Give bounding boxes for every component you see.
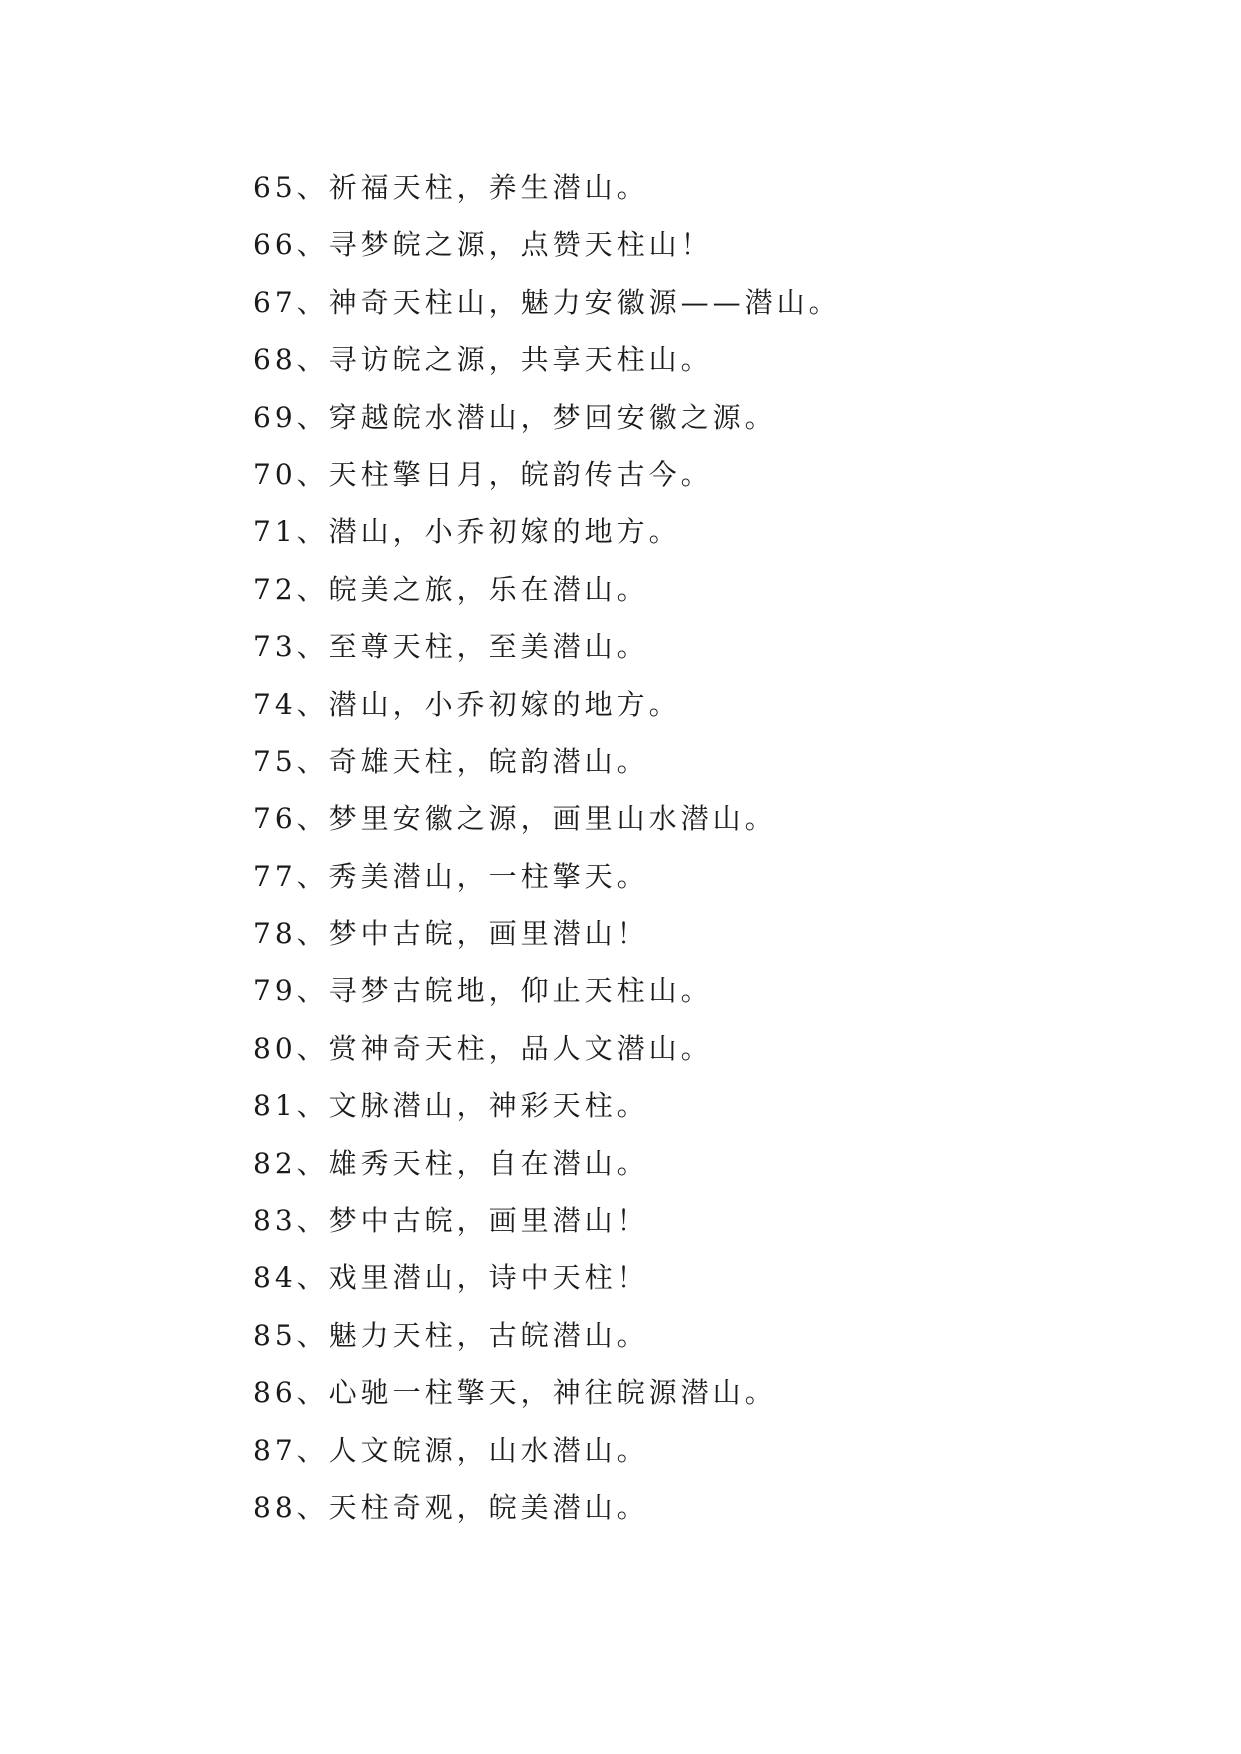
list-item: 79、寻梦古皖地，仰止天柱山。 bbox=[253, 974, 713, 1008]
list-item: 84、戏里潜山，诗中天柱！ bbox=[253, 1261, 649, 1295]
list-item: 76、梦里安徽之源，画里山水潜山。 bbox=[253, 802, 777, 836]
list-item: 74、潜山，小乔初嫁的地方。 bbox=[253, 687, 681, 721]
list-item: 82、雄秀天柱，自在潜山。 bbox=[253, 1146, 649, 1180]
list-item: 72、皖美之旅，乐在潜山。 bbox=[253, 572, 649, 606]
list-item: 69、穿越皖水潜山，梦回安徽之源。 bbox=[253, 400, 777, 434]
list-item: 88、天柱奇观，皖美潜山。 bbox=[253, 1490, 649, 1524]
list-item: 86、心驰一柱擎天，神往皖源潜山。 bbox=[253, 1376, 777, 1410]
slogan-list bbox=[253, 159, 841, 1536]
list-item: 73、至尊天柱，至美潜山。 bbox=[253, 630, 649, 664]
list-item: 78、梦中古皖，画里潜山！ bbox=[253, 917, 649, 951]
list-item: 67、神奇天柱山，魅力安徽源——潜山。 bbox=[253, 285, 841, 319]
list-item: 80、赏神奇天柱，品人文潜山。 bbox=[253, 1031, 713, 1065]
list-item: 75、奇雄天柱，皖韵潜山。 bbox=[253, 744, 649, 778]
list-item: 66、寻梦皖之源，点赞天柱山！ bbox=[253, 228, 713, 262]
list-item: 85、魅力天柱，古皖潜山。 bbox=[253, 1318, 649, 1352]
list-item: 77、秀美潜山，一柱擎天。 bbox=[253, 859, 649, 893]
list-item: 68、寻访皖之源，共享天柱山。 bbox=[253, 343, 713, 377]
list-item: 83、梦中古皖，画里潜山！ bbox=[253, 1204, 649, 1238]
list-item: 65、祈福天柱，养生潜山。 bbox=[253, 171, 649, 204]
list-item: 81、文脉潜山，神彩天柱。 bbox=[253, 1089, 649, 1123]
list-item: 71、潜山，小乔初嫁的地方。 bbox=[253, 515, 681, 549]
list-item: 87、人文皖源，山水潜山。 bbox=[253, 1433, 649, 1467]
list-item: 70、天柱擎日月，皖韵传古今。 bbox=[253, 457, 713, 491]
